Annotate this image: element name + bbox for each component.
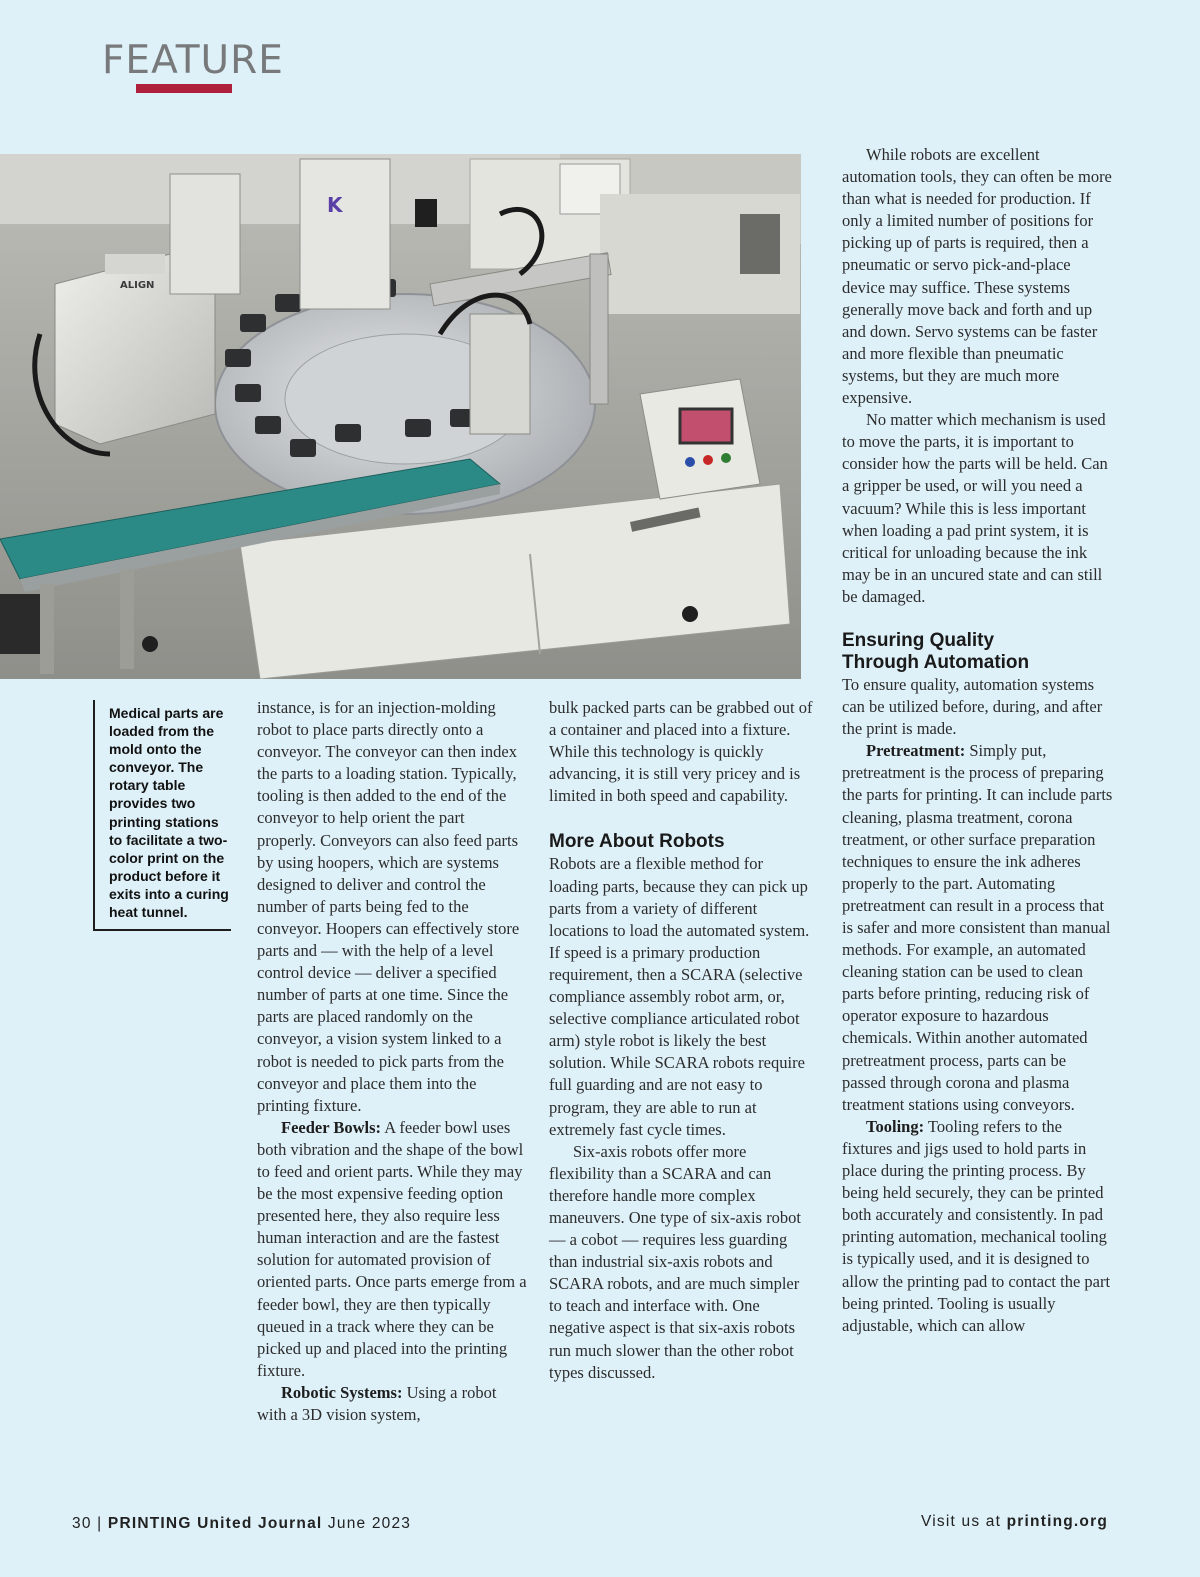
subheading-line: Through Automation: [842, 651, 1030, 673]
footer-separator: |: [97, 1515, 103, 1532]
website-link[interactable]: printing.org: [1006, 1513, 1108, 1530]
visit-prefix: Visit us at: [921, 1513, 1002, 1530]
machine-logo: K: [327, 193, 343, 217]
run-in-heading: Robotic Systems:: [281, 1382, 403, 1402]
paragraph: instance, is for an injection-molding robot to place parts directly onto a conveyor. The conveyor can then index the parts to a loading station. Typically, tooling is then added to the end of the conveyor to help orient the part properly. Conveyors can also feed parts by using hoopers, which are systems designed to deliver and control the number of parts being fed to the conveyor. Hoopers can effectively store parts and — with the help of a level control device — deliver a specified number of parts at one time. Since the parts are placed randomly on the conveyor, a vision system linked to a robot is needed to pick parts from the conveyor and place them into the printing fixture.: [257, 698, 520, 1115]
subheading-more-about-robots: More About Robots: [549, 831, 725, 853]
paragraph: No matter which mechanism is used to move the parts, it is important to consider how the parts will be held. Can a gripper be used, or will you need a vacuum? While this is less important when loading a pad print system, it is critical for unloading because the ink may be in an uncured state and can still be damaged.: [842, 410, 1108, 606]
paragraph: Robots are a flexible method for loading parts, because they can pick up parts from a variety of different locations to load the automated system. If speed is a primary production requirement, then a SCARA (selective compliance assembly robot arm, or, selective compliance articulated robot arm) style robot is likely the best solution. While SCARA robots require full guarding and are not easy to program, they are able to run at extremely fast cycle times.: [549, 854, 810, 1139]
photo-caption: Medical parts are loaded from the mold onto the conveyor. The rotary table provides two printing stations to facilitate a two-color print on the product before it exits into a curing heat tunnel.: [93, 700, 231, 931]
run-in-heading: Feeder Bowls:: [281, 1117, 382, 1137]
paragraph-tooling: [842, 1116, 1114, 1337]
footer-folio: [72, 1515, 411, 1533]
paragraph-feeder-bowls: [257, 1117, 527, 1382]
run-in-heading: Tooling:: [866, 1116, 925, 1136]
article-column-1: [257, 697, 527, 1426]
article-column-3: [842, 144, 1114, 1337]
paragraph-text: Simply put, pretreatment is the process of preparing the parts for printing. It can include parts cleaning, plasma treatment, corona treatment, or other surface preparation techniques to ensure the ink adheres properly to the part. Automating pretreatment can result in a process that is safer and more consistent than manual methods. For example, an automated cleaning station can be used to clean parts before printing, reducing risk of operator exposure to hazardous chemicals. Within another automated pretreatment process, parts can be passed through corona and plasma treatment stations using conveyors.: [842, 741, 1113, 1114]
paragraph-pretreatment: [842, 740, 1114, 1116]
article-column-2: [549, 697, 815, 1384]
issue-date: June 2023: [327, 1515, 412, 1532]
section-accent-rule: [136, 84, 232, 93]
footer-website: [921, 1513, 1108, 1531]
feature-photo: [0, 154, 801, 679]
paragraph-robotic-systems: [257, 1382, 527, 1426]
page-number: 30: [72, 1515, 92, 1532]
subheading-line: Ensuring Quality: [842, 629, 995, 651]
run-in-heading: Pretreatment:: [866, 741, 966, 761]
automation-machine-illustration: [0, 154, 801, 679]
paragraph-text: Tooling refers to the fixtures and jigs used to hold parts in place during the printing process. By being held securely, they can be printed both accurately and consistently. In pad printing automation, mechanical tooling is typically used, and it is designed to allow the printing pad to contact the part being printed. Tooling is usually adjustable, which can allow: [842, 1116, 1111, 1335]
paragraph: While robots are excellent automation tools, they can often be more than what is needed for production. If only a limited number of positions for picking up of parts is required, then a pneumatic or servo pick-and-place device may suffice. These systems generally move back and forth and up and down. Servo systems can be faster and more flexible than pneumatic systems, but they are much more expensive.: [842, 145, 1112, 408]
publication-name: PRINTING United Journal: [107, 1515, 323, 1532]
paragraph-text: Using a robot with a 3D vision system,: [257, 1382, 497, 1424]
paragraph: To ensure quality, automation systems can be utilized before, during, and after the print is made.: [842, 674, 1103, 739]
subheading-ensuring-quality: [842, 630, 1114, 674]
section-label: FEATURE: [102, 38, 284, 83]
paragraph-text: A feeder bowl uses both vibration and the shape of the bowl to feed and orient parts. While they may be the most expensive feeding option presented here, they also require less human interaction and are the fastest solution for automated provision of oriented parts. Once parts emerge from a feeder bowl, they are then typically queued in a track where they can be picked up and placed into the printing fixture.: [257, 1117, 527, 1380]
paragraph: Six-axis robots offer more flexibility than a SCARA and can therefore handle more complex maneuvers. One type of six-axis robot — a cobot — requires less guarding than industrial six-axis robots and SCARA robots, and are much simpler to teach and interface with. One negative aspect is that six-axis robots run much slower than the other robot types discussed.: [549, 1141, 802, 1382]
paragraph: bulk packed parts can be grabbed out of a container and placed into a fixture. While this technology is quickly advancing, it is still very pricey and is limited in both speed and capability.: [549, 698, 813, 806]
machine-brand-label: ALIGN: [120, 280, 155, 291]
